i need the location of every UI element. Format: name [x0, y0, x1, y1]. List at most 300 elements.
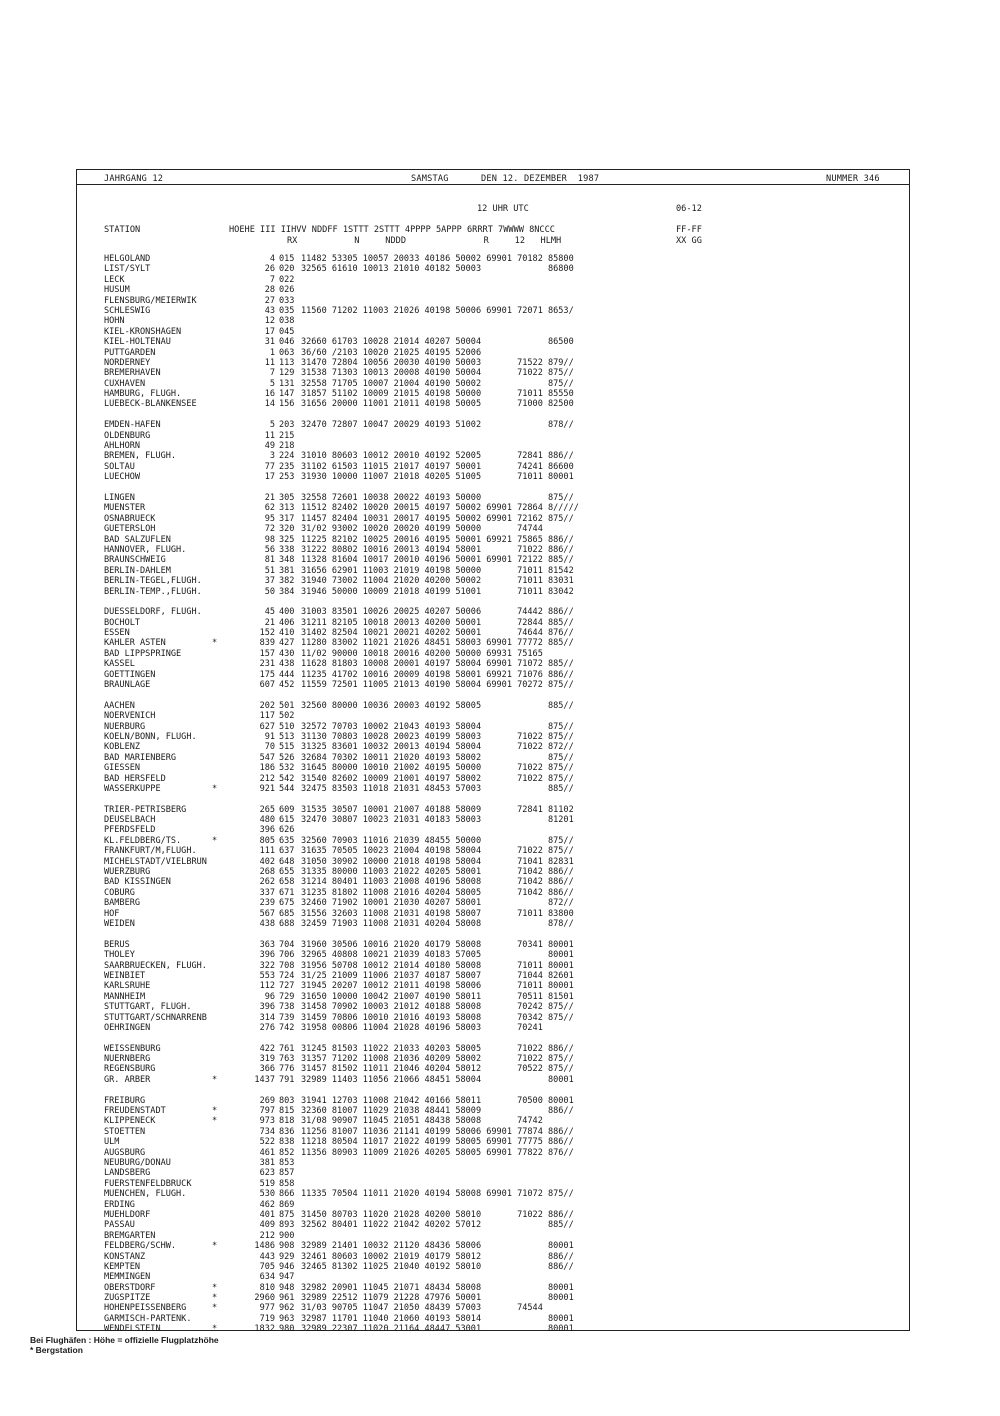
station-groups: 32982 20901 11045 21071 48434 58008 80001 [301, 1282, 574, 1293]
table-row [104, 825, 704, 835]
station-index: 948 [279, 1282, 295, 1293]
table-row [104, 1210, 704, 1220]
station-index: 869 [279, 1199, 295, 1210]
station-groups: 31450 80703 11020 21028 40200 58010 71022 886// [301, 1209, 574, 1220]
station-height: 17 [264, 326, 275, 337]
table-row [104, 431, 704, 441]
station-name: PASSAU [104, 1220, 135, 1231]
station-index: 763 [279, 1054, 295, 1065]
station-height: 443 [259, 1251, 275, 1262]
station-name: KL.FELDBERG/TS. [104, 835, 182, 846]
station-index: 858 [279, 1178, 295, 1189]
table-row [104, 659, 704, 669]
station-height: 810 [259, 1282, 275, 1293]
station-groups: 31/08 90907 11045 21051 48438 58008 74742 [301, 1116, 543, 1127]
table-row [104, 493, 704, 503]
station-height: 719 [259, 1313, 275, 1324]
station-name: GARMISCH-PARTENK. [104, 1313, 192, 1324]
station-index: 045 [279, 326, 295, 337]
table-row [104, 545, 704, 555]
station-name: BREMEN, FLUGH. [104, 451, 177, 462]
table-row [104, 774, 704, 784]
station-index: 015 [279, 254, 295, 264]
station-groups: 31245 81503 11022 21033 40203 58005 71022 886// [301, 1043, 574, 1054]
station-name: MEMMINGEN [104, 1272, 151, 1283]
volume-label: JAHRGANG 12 [104, 174, 164, 184]
station-groups: 31960 30506 10016 21020 40179 58008 70341 80001 [301, 939, 574, 950]
mountain-station-marker: * [212, 1282, 218, 1293]
station-name: MUENCHEN, FLUGH. [104, 1189, 187, 1200]
station-height: 973 [259, 1116, 275, 1127]
station-groups: 32558 72601 10038 20022 40193 50000 875// [301, 492, 574, 503]
station-index: 033 [279, 295, 295, 306]
station-name: THOLEY [104, 950, 135, 961]
table-row [104, 867, 704, 877]
station-groups: 31102 61503 11015 21017 40197 50001 74241 86600 [301, 461, 574, 472]
station-height: 14 [264, 399, 275, 410]
station-groups: 32565 61610 10013 21010 40182 50003 86800 [301, 264, 574, 275]
table-row [104, 846, 704, 856]
table-row [104, 763, 704, 773]
table-row [104, 306, 704, 316]
station-height: 56 [264, 544, 275, 555]
station-groups: 31402 82504 10021 20021 40202 50001 74644 876// [301, 628, 574, 639]
station-groups: 32562 80401 11022 21042 40202 57012 885// [301, 1220, 574, 1231]
station-index: 685 [279, 908, 295, 919]
station-name: KLIPPENECK [104, 1116, 156, 1127]
table-row [104, 379, 704, 389]
station-height: 12 [264, 316, 275, 327]
station-index: 253 [279, 472, 295, 483]
station-groups: 31945 20207 10012 21011 40198 58006 71011 80001 [301, 981, 574, 992]
station-groups: 31958 00806 11004 21028 40196 58003 70241 [301, 1022, 543, 1033]
table-row [104, 1075, 704, 1085]
station-index: 542 [279, 773, 295, 784]
station-height: 1486 [254, 1241, 275, 1252]
station-groups: 32465 81302 11025 21040 40192 58010 886// [301, 1261, 574, 1272]
station-name: FELDBERG/SCHW. [104, 1241, 177, 1252]
station-name: BERLIN-TEMP.,FLUGH. [104, 586, 202, 597]
station-height: 112 [259, 981, 275, 992]
station-height: 1437 [254, 1074, 275, 1085]
station-name: HANNOVER, FLUGH. [104, 544, 187, 555]
group-spacer [104, 1033, 704, 1043]
station-name: PUTTGARDEN [104, 347, 156, 358]
table-row [104, 670, 704, 680]
station-name: NOERVENICH [104, 711, 156, 722]
station-index: 635 [279, 835, 295, 846]
station-index: 609 [279, 804, 295, 815]
station-index: 739 [279, 1012, 295, 1023]
station-groups: 31457 81502 11011 21046 40204 58012 70522 875// [301, 1064, 574, 1075]
station-groups: 32989 22512 11079 21228 47976 50001 80001 [301, 1293, 574, 1304]
station-groups: 11482 53305 10057 20033 40186 50002 69901 70182 85800 [301, 254, 574, 264]
station-index: 838 [279, 1137, 295, 1148]
station-height: 480 [259, 815, 275, 826]
station-height: 567 [259, 908, 275, 919]
station-groups: 31535 30507 10001 21007 40188 58009 72841 81102 [301, 804, 574, 815]
station-index: 637 [279, 846, 295, 857]
table-row [104, 1241, 704, 1251]
station-height: 26 [264, 264, 275, 275]
station-groups: 31656 62901 11003 21019 40198 50000 71011 81542 [301, 565, 574, 576]
station-height: 95 [264, 513, 275, 524]
station-name: BREMGARTEN [104, 1230, 156, 1241]
station-groups: 31556 32603 11008 21031 40198 58007 71011 83800 [301, 908, 574, 919]
station-height: 438 [259, 919, 275, 929]
station-groups: 31235 81802 11008 21016 40204 58005 71042 886// [301, 887, 574, 898]
station-index: 675 [279, 898, 295, 909]
station-groups: 31459 70806 10010 21016 40193 58008 70342 875// [301, 1012, 574, 1023]
table-row [104, 1262, 704, 1272]
station-index: 501 [279, 700, 295, 711]
station-name: MICHELSTADT/VIELBRUN [104, 856, 207, 867]
station-groups: 32684 70302 10011 21020 40193 58002 875// [301, 752, 574, 763]
station-height: 519 [259, 1178, 275, 1189]
station-index: 235 [279, 461, 295, 472]
station-index: 218 [279, 441, 295, 452]
station-index: 400 [279, 607, 295, 618]
station-height: 212 [259, 773, 275, 784]
table-row [104, 535, 704, 545]
station-index: 410 [279, 628, 295, 639]
mountain-station-marker: * [212, 1303, 218, 1314]
station-groups: 11280 83002 11021 21026 48451 58003 69901 77772 885// [301, 638, 574, 649]
station-index: 129 [279, 368, 295, 379]
station-height: 363 [259, 939, 275, 950]
table-row [104, 348, 704, 358]
station-groups: 32660 61703 10028 21014 40207 50004 86500 [301, 337, 574, 348]
station-groups: 31930 10000 11007 21018 40205 51005 71011 80001 [301, 472, 574, 483]
station-index: 908 [279, 1241, 295, 1252]
station-name: LANDSBERG [104, 1168, 151, 1179]
table-row [104, 1200, 704, 1210]
table-row [104, 1324, 704, 1334]
station-name: KOELN/BONN, FLUGH. [104, 731, 197, 742]
station-index: 857 [279, 1168, 295, 1179]
station-height: 337 [259, 887, 275, 898]
table-row [104, 555, 704, 565]
station-name: STUTTGART, FLUGH. [104, 1002, 192, 1013]
station-height: 623 [259, 1168, 275, 1179]
station-height: 157 [259, 648, 275, 659]
observation-time: 12 UHR UTC [477, 204, 529, 214]
station-index: 026 [279, 285, 295, 296]
station-index: 305 [279, 492, 295, 503]
station-groups: 32572 70703 10002 21043 40193 58004 875// [301, 721, 574, 732]
table-row [104, 1023, 704, 1033]
table-row [104, 462, 704, 472]
station-name: KASSEL [104, 659, 135, 670]
station-index: 020 [279, 264, 295, 275]
station-height: 396 [259, 825, 275, 836]
station-height: 16 [264, 389, 275, 400]
station-groups: 32965 40808 10021 21039 40183 57005 80001 [301, 950, 574, 961]
station-height: 5 [269, 420, 275, 431]
station-height: 152 [259, 628, 275, 639]
station-height: 62 [264, 503, 275, 514]
station-index: 022 [279, 274, 295, 285]
station-name: KONSTANZ [104, 1251, 146, 1262]
station-groups: 31956 50708 10012 21014 40180 58008 71011 80001 [301, 960, 574, 971]
station-groups: 31214 80401 11003 21008 40196 58008 71042 886// [301, 877, 574, 888]
station-name: AACHEN [104, 700, 135, 711]
station-name: MUENSTER [104, 503, 146, 514]
table-row [104, 909, 704, 919]
station-height: 91 [264, 731, 275, 742]
table-row [104, 1220, 704, 1230]
station-name: CUXHAVEN [104, 378, 146, 389]
station-groups: 11218 80504 11017 21022 40199 58005 69901 77775 886// [301, 1137, 574, 1148]
table-row [104, 327, 704, 337]
table-row [104, 441, 704, 451]
station-groups: 31/25 21009 11006 21037 40187 58007 71044 82601 [301, 970, 574, 981]
station-name: BAD KISSINGEN [104, 877, 171, 888]
group-spacer [104, 690, 704, 700]
station-height: 11 [264, 430, 275, 441]
station-height: 322 [259, 960, 275, 971]
table-row [104, 1168, 704, 1178]
station-height: 314 [259, 1012, 275, 1023]
station-index: 658 [279, 877, 295, 888]
station-index: 893 [279, 1220, 295, 1231]
station-groups: 31010 80603 10012 20010 40192 52005 72841 886// [301, 451, 574, 462]
station-index: 742 [279, 1022, 295, 1033]
station-groups: 11235 41702 10016 20009 40198 58001 69921 71076 886// [301, 669, 574, 680]
station-height: 51 [264, 565, 275, 576]
station-height: 366 [259, 1064, 275, 1075]
station-name: BOCHOLT [104, 617, 141, 628]
station-name: OBERSTDORF [104, 1282, 156, 1293]
station-height: 21 [264, 617, 275, 628]
station-groups: 32560 70903 11016 21039 48455 50000 875// [301, 835, 574, 846]
station-groups: 31/02 93002 10020 20020 40199 50000 74744 [301, 524, 543, 535]
station-height: 7 [269, 274, 275, 285]
footnote-airports: Bei Flughäfen : Höhe = offizielle Flugplatzhöhe [30, 1335, 219, 1345]
table-row [104, 1054, 704, 1064]
station-name: ERDING [104, 1199, 135, 1210]
table-row [104, 1252, 704, 1262]
station-groups: 32989 22307 11020 21164 48447 53001 80001 [301, 1324, 574, 1335]
station-name: BERUS [104, 939, 130, 950]
station-groups: 31650 10000 10042 21007 40190 58011 70511 81501 [301, 991, 574, 1002]
station-index: 900 [279, 1230, 295, 1241]
table-row [104, 1064, 704, 1074]
station-index: 866 [279, 1189, 295, 1200]
table-row [104, 1283, 704, 1293]
station-index: 962 [279, 1303, 295, 1314]
table-row [104, 420, 704, 430]
table-row [104, 961, 704, 971]
station-height: 212 [259, 1230, 275, 1241]
station-index: 803 [279, 1095, 295, 1106]
table-row [104, 784, 704, 794]
station-index: 526 [279, 752, 295, 763]
station-name: SAARBRUECKEN, FLUGH. [104, 960, 207, 971]
station-index: 815 [279, 1106, 295, 1117]
station-name: STOETTEN [104, 1126, 146, 1137]
station-index: 776 [279, 1064, 295, 1075]
mountain-station-marker: * [212, 835, 218, 846]
table-row [104, 857, 704, 867]
station-index: 215 [279, 430, 295, 441]
table-row [104, 316, 704, 326]
table-row [104, 722, 704, 732]
station-index: 224 [279, 451, 295, 462]
station-name: NUERBURG [104, 721, 146, 732]
table-row [104, 1044, 704, 1054]
station-index: 761 [279, 1043, 295, 1054]
station-index: 325 [279, 534, 295, 545]
station-name: SCHLESWIG [104, 305, 151, 316]
station-groups: 31540 82602 10009 21001 40197 58002 71022 875// [301, 773, 574, 784]
station-name: TRIER-PETRISBERG [104, 804, 187, 815]
group-spacer [104, 597, 704, 607]
station-groups: 32560 80000 10036 20003 40192 58005 885// [301, 700, 574, 711]
station-index: 452 [279, 680, 295, 691]
group-spacer [104, 929, 704, 939]
station-height: 269 [259, 1095, 275, 1106]
mountain-station-marker: * [212, 1116, 218, 1127]
station-name: GR. ARBER [104, 1074, 151, 1085]
table-row [104, 514, 704, 524]
station-groups: 11560 71202 11003 21026 40198 50006 69901 72071 8653/ [301, 305, 574, 316]
station-index: 852 [279, 1147, 295, 1158]
column-codes-line2: RX N NDDD R 12 HLMH [287, 236, 562, 246]
header-rule [76, 184, 910, 185]
station-name: AUGSBURG [104, 1147, 146, 1158]
station-groups: 32360 81007 11029 21038 48441 58009 886// [301, 1106, 574, 1117]
station-groups: 31538 71303 10013 20008 40190 50004 71022 875// [301, 368, 574, 379]
station-name: FREIBURG [104, 1095, 146, 1106]
station-height: 530 [259, 1189, 275, 1200]
table-row [104, 1116, 704, 1126]
table-row [104, 1096, 704, 1106]
station-index: 381 [279, 565, 295, 576]
station-index: 706 [279, 950, 295, 961]
station-groups: 31458 70902 10003 21012 40188 58008 70242 875// [301, 1002, 574, 1013]
station-height: 2960 [254, 1293, 275, 1304]
station-height: 381 [259, 1157, 275, 1168]
station-groups: 32461 80603 10002 21019 40179 58012 886// [301, 1251, 574, 1262]
station-index: 724 [279, 970, 295, 981]
table-row [104, 742, 704, 752]
table-row [104, 576, 704, 586]
station-name: HAMBURG, FLUGH. [104, 389, 182, 400]
period-code: 06-12 [676, 204, 702, 214]
station-name: SOLTAU [104, 461, 135, 472]
station-index: 382 [279, 576, 295, 587]
station-groups: 11/02 90000 10018 20016 40200 50000 69931 75165 [301, 648, 543, 659]
station-groups: 32558 71705 10007 21004 40190 50002 875// [301, 378, 574, 389]
station-name: WEISSENBURG [104, 1043, 161, 1054]
station-height: 268 [259, 867, 275, 878]
station-groups: 11328 81604 10017 20010 40196 50001 69901 72122 885// [301, 555, 574, 566]
station-index: 688 [279, 919, 295, 929]
station-height: 98 [264, 534, 275, 545]
table-row [104, 898, 704, 908]
station-groups: 31003 83501 10026 20025 40207 50006 74442 886// [301, 607, 574, 618]
table-row [104, 358, 704, 368]
column-codes-line1: HOEHE III IIHVV NDDFF 1STTT 2STTT 4PPPP 5APPP 6RRRT 7WWWW 8NCCC [229, 225, 555, 235]
group-spacer [104, 1085, 704, 1095]
station-height: 7 [269, 368, 275, 379]
station-index: 738 [279, 1002, 295, 1013]
station-height: 45 [264, 607, 275, 618]
table-row [104, 1272, 704, 1282]
station-height: 1832 [254, 1324, 275, 1335]
station-height: 422 [259, 1043, 275, 1054]
table-row [104, 1158, 704, 1168]
station-name: AHLHORN [104, 441, 141, 452]
station-groups: 31857 51102 10009 21015 40198 50000 71011 85550 [301, 389, 574, 400]
station-name: LUEBECK-BLANKENSEE [104, 399, 197, 410]
station-height: 49 [264, 441, 275, 452]
station-name: MUEHLDORF [104, 1209, 151, 1220]
footnote-mountain: * Bergstation [30, 1345, 83, 1355]
station-groups: 32460 71902 10001 21030 40207 58001 872// [301, 898, 574, 909]
table-row [104, 711, 704, 721]
station-index: 708 [279, 960, 295, 971]
station-height: 17 [264, 472, 275, 483]
station-index: 438 [279, 659, 295, 670]
table-row [104, 1303, 704, 1313]
station-name: LINGEN [104, 492, 135, 503]
station-height: 705 [259, 1261, 275, 1272]
station-name: WEIDEN [104, 919, 135, 929]
mountain-station-marker: * [212, 1106, 218, 1117]
station-height: 805 [259, 835, 275, 846]
table-row [104, 753, 704, 763]
station-index: 046 [279, 337, 295, 348]
station-index: 818 [279, 1116, 295, 1127]
station-groups: 31357 71202 11008 21036 40209 58002 71022 875// [301, 1054, 574, 1065]
station-name: KAHLER ASTEN [104, 638, 166, 649]
station-name: BREMERHAVEN [104, 368, 161, 379]
table-row [104, 368, 704, 378]
station-height: 28 [264, 285, 275, 296]
table-row [104, 701, 704, 711]
table-row [104, 919, 704, 929]
table-row [104, 389, 704, 399]
station-height: 21 [264, 492, 275, 503]
station-index: 510 [279, 721, 295, 732]
station-name: HUSUM [104, 285, 130, 296]
table-row [104, 618, 704, 628]
table-row [104, 607, 704, 617]
station-index: 532 [279, 763, 295, 774]
station-groups: 32475 83503 11018 21031 48453 57003 885// [301, 783, 574, 794]
table-row [104, 1137, 704, 1147]
station-groups: 32989 21401 10032 21120 48436 58006 80001 [301, 1241, 574, 1252]
station-name: NORDERNEY [104, 357, 151, 368]
station-index: 727 [279, 981, 295, 992]
station-groups: 31940 73002 11004 21020 40200 50002 71011 83031 [301, 576, 574, 587]
mountain-station-marker: * [212, 1324, 218, 1335]
station-groups: 11559 72501 11005 21013 40190 58004 69901 70272 875// [301, 680, 574, 691]
station-index: 946 [279, 1261, 295, 1272]
station-index: 791 [279, 1074, 295, 1085]
station-name: ULM [104, 1137, 120, 1148]
table-row [104, 680, 704, 690]
table-row [104, 587, 704, 597]
mountain-station-marker: * [212, 638, 218, 649]
station-height: 239 [259, 898, 275, 909]
station-groups: 31325 83601 10032 20013 40194 58004 71022 872// [301, 742, 574, 753]
station-name: PFERDSFELD [104, 825, 156, 836]
table-row [104, 285, 704, 295]
station-index: 729 [279, 991, 295, 1002]
